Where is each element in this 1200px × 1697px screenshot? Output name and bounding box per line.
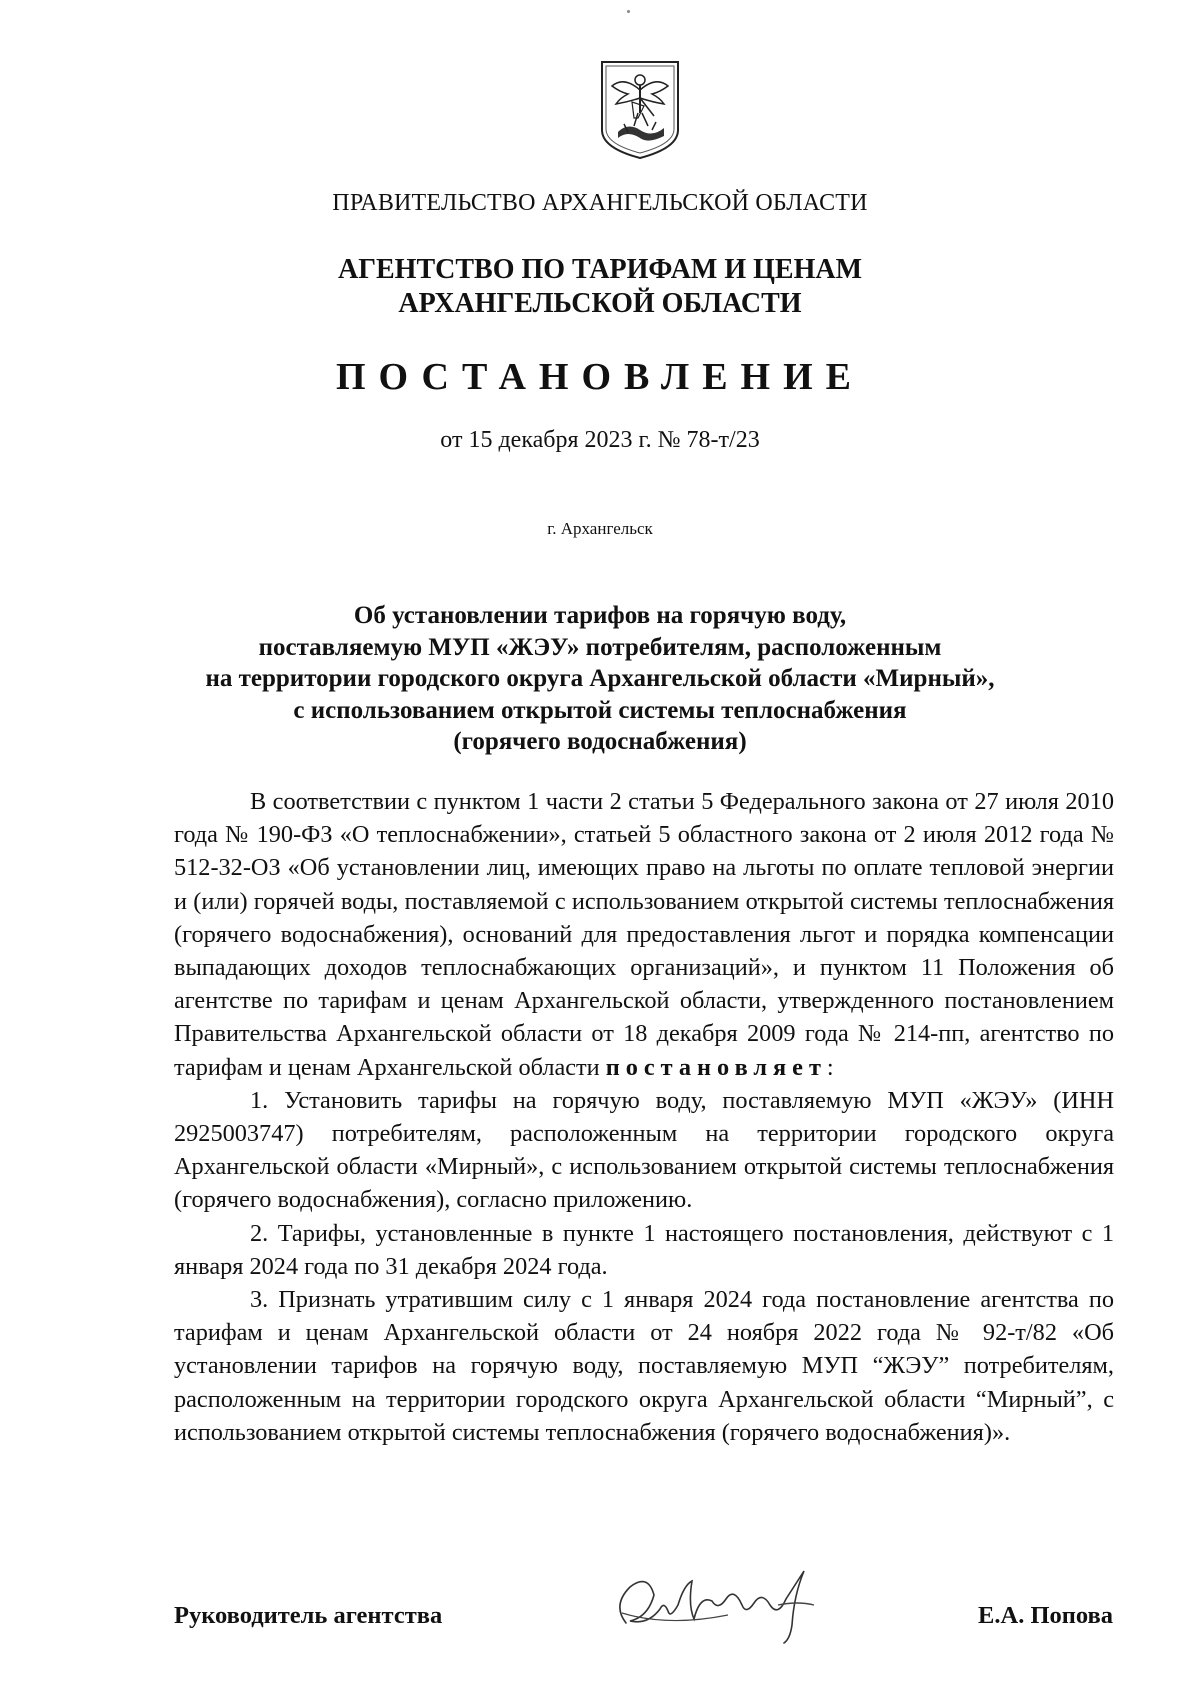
handwritten-signature	[608, 1565, 828, 1645]
subject-line: с использованием открытой системы теплоснабжения	[293, 696, 907, 724]
subject-line: на территории городского округа Архангельской области «Мирный»,	[205, 665, 995, 692]
item-2: 2. Тарифы, установленные в пункте 1 настоящего постановления, действуют с 1 января 2024 года по 31 декабря 2024 года.	[174, 1219, 1114, 1280]
scan-speck	[627, 10, 630, 13]
preamble-paragraph	[174, 785, 1114, 1084]
signatory-role: Руководитель агентства	[174, 1602, 443, 1629]
document-body	[174, 785, 1114, 1449]
signatory-name: Е.А. Попова	[978, 1602, 1113, 1629]
preamble-text: В соответствии с пунктом 1 части 2 статьи 5 Федерального закона от 27 июля 2010 года № 190-ФЗ «О теплоснабжении», статьей 5 областного закона от 2 июля 2012 года № 512-32-ОЗ «Об установлении лиц, имеющих право на льготы по оплате тепловой энергии и (или) горячей воды, поставляемой с использованием открытой системы теплоснабжения (горячего водоснабжения), оснований для предоставления льгот и порядка компенсации выпадающих доходов теплоснабжающих организаций», и пунктом 11 Положения об агентстве по тарифам и ценам Архангельской области, утвержденного постановлением Правительства Архангельской области от 18 декабря 2009 года № 214-пп, агентство по тарифам и ценам Архангельской области	[174, 788, 1114, 1081]
document-type: ПОСТАНОВЛЕНИЕ	[335, 356, 865, 398]
subject-line: (горячего водоснабжения)	[453, 728, 747, 755]
agency-name	[0, 253, 1200, 321]
coat-of-arms-emblem	[598, 58, 682, 162]
document-subject	[0, 600, 1200, 758]
government-name: ПРАВИТЕЛЬСТВО АРХАНГЕЛЬСКОЙ ОБЛАСТИ	[332, 190, 868, 216]
date-and-number: от 15 декабря 2023 г. № 78-т/23	[440, 427, 760, 453]
colon: :	[826, 1053, 834, 1081]
item-1: 1. Установить тарифы на горячую воду, поставляемую МУП «ЖЭУ» (ИНН 2925003747) потребителям, расположенным на территории городского округа Архангельской области «Мирный», с использованием открытой системы теплоснабжения (горячего водоснабжения), согласно приложению.	[174, 1086, 1114, 1214]
agency-name-line-2: АРХАНГЕЛЬСКОЙ ОБЛАСТИ	[398, 288, 802, 319]
subject-line: поставляемую МУП «ЖЭУ» потребителям, расположенным	[258, 633, 942, 661]
item-3: 3. Признать утратившим силу с 1 января 2024 года постановление агентства по тарифам и ценам Архангельской области от 24 ноября 2022 года № 92-т/82 «Об установлении тарифов на горячую воду, поставляемую МУП “ЖЭУ” потребителям, расположенным на территории городского округа Архангельской области “Мирный”, с использованием открытой системы теплоснабжения (горячего водоснабжения)».	[174, 1286, 1114, 1446]
agency-name-line-1: АГЕНТСТВО ПО ТАРИФАМ И ЦЕНАМ	[337, 254, 863, 285]
subject-line: Об установлении тарифов на горячую воду,	[353, 602, 847, 629]
city: г. Архангельск	[547, 519, 653, 538]
resolves-word: постановляет	[605, 1053, 827, 1081]
